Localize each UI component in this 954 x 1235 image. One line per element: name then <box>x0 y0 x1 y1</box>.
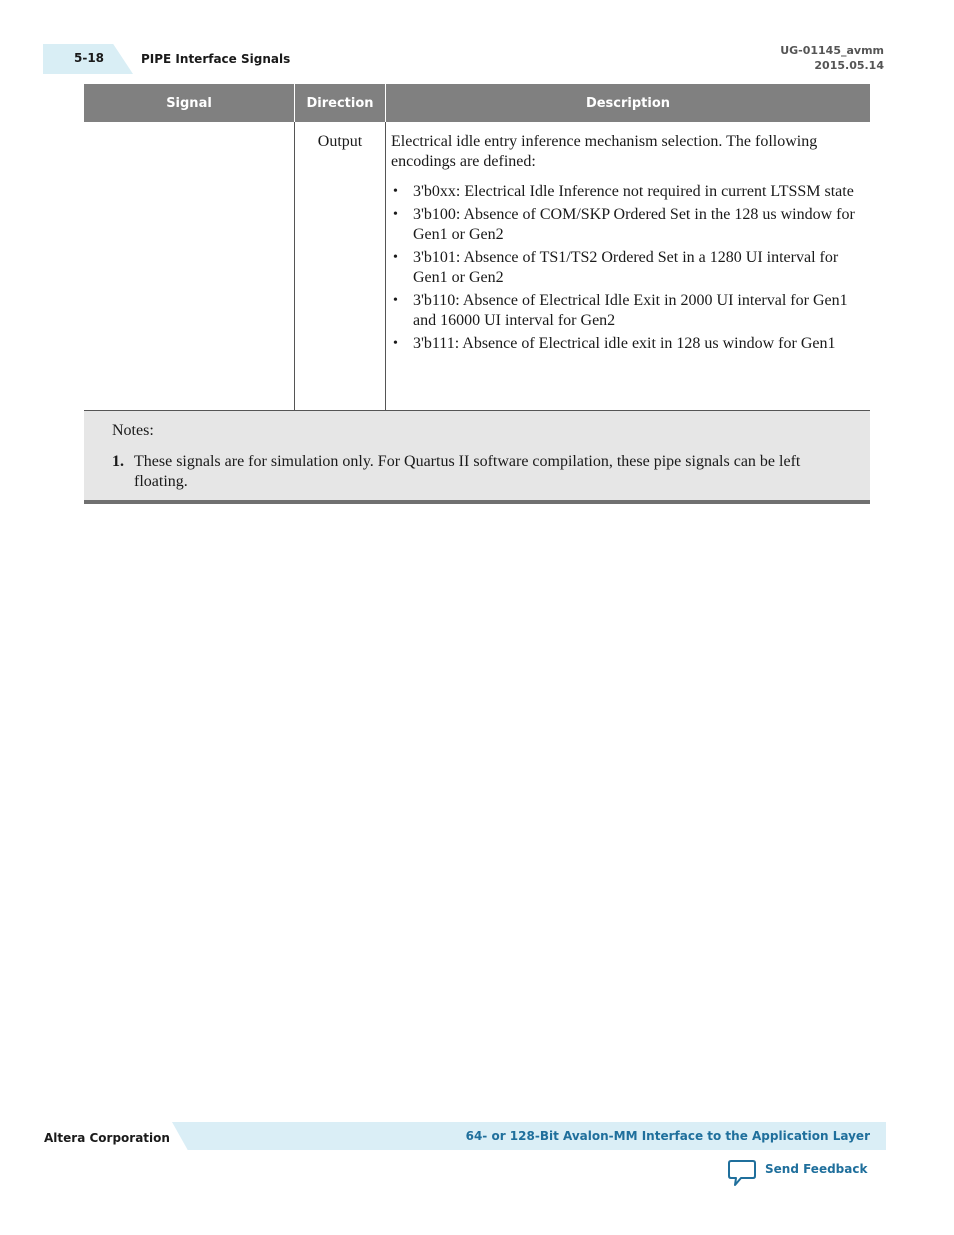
table-row <box>84 122 870 410</box>
page-number: 5-18 <box>74 51 105 65</box>
description-cell <box>386 122 870 410</box>
document-id-block <box>780 43 884 73</box>
document-date: 2015.05.14 <box>814 59 884 72</box>
direction-cell: Output <box>295 122 386 410</box>
signal-table <box>84 84 870 504</box>
encoding-list <box>391 182 862 354</box>
notes-label: Notes: <box>112 422 154 439</box>
table-header <box>84 84 870 122</box>
note-item <box>112 452 830 492</box>
document-title-link[interactable]: 64- or 128-Bit Avalon-MM Interface to the Application Layer <box>465 1129 870 1143</box>
table-notes <box>84 410 870 504</box>
encoding-item: • 3'b0xx: Electrical Idle Inference not required in current LTSSM state <box>391 182 862 202</box>
column-header-direction: Direction <box>295 84 386 122</box>
column-header-signal: Signal <box>84 84 295 122</box>
description-intro: Electrical idle entry inference mechanism selection. The following encodings are defined: <box>391 133 818 170</box>
encoding-item: • 3'b111: Absence of Electrical idle exit in 128 us window for Gen1 <box>391 334 862 354</box>
encoding-item: • 3'b101: Absence of TS1/TS2 Ordered Set in a 1280 UI interval for Gen1 or Gen2 <box>391 248 862 288</box>
signal-cell <box>84 122 295 410</box>
encoding-item: • 3'b110: Absence of Electrical Idle Exit in 2000 UI interval for Gen1 and 16000 UI interval for Gen2 <box>391 291 862 331</box>
speech-bubble-icon[interactable] <box>727 1159 757 1187</box>
document-id: UG-01145_avmm <box>780 44 884 57</box>
note-number: 1. <box>112 453 124 470</box>
section-title: PIPE Interface Signals <box>141 52 291 66</box>
column-header-description: Description <box>585 95 671 111</box>
send-feedback-link[interactable]: Send Feedback <box>765 1162 868 1176</box>
note-text: These signals are for simulation only. For Quartus II software compilation, these pipe signals can be left floating. <box>134 453 801 490</box>
encoding-item: • 3'b100: Absence of COM/SKP Ordered Set in the 128 us window for Gen1 or Gen2 <box>391 205 862 245</box>
corporation-name: Altera Corporation <box>44 1131 170 1145</box>
